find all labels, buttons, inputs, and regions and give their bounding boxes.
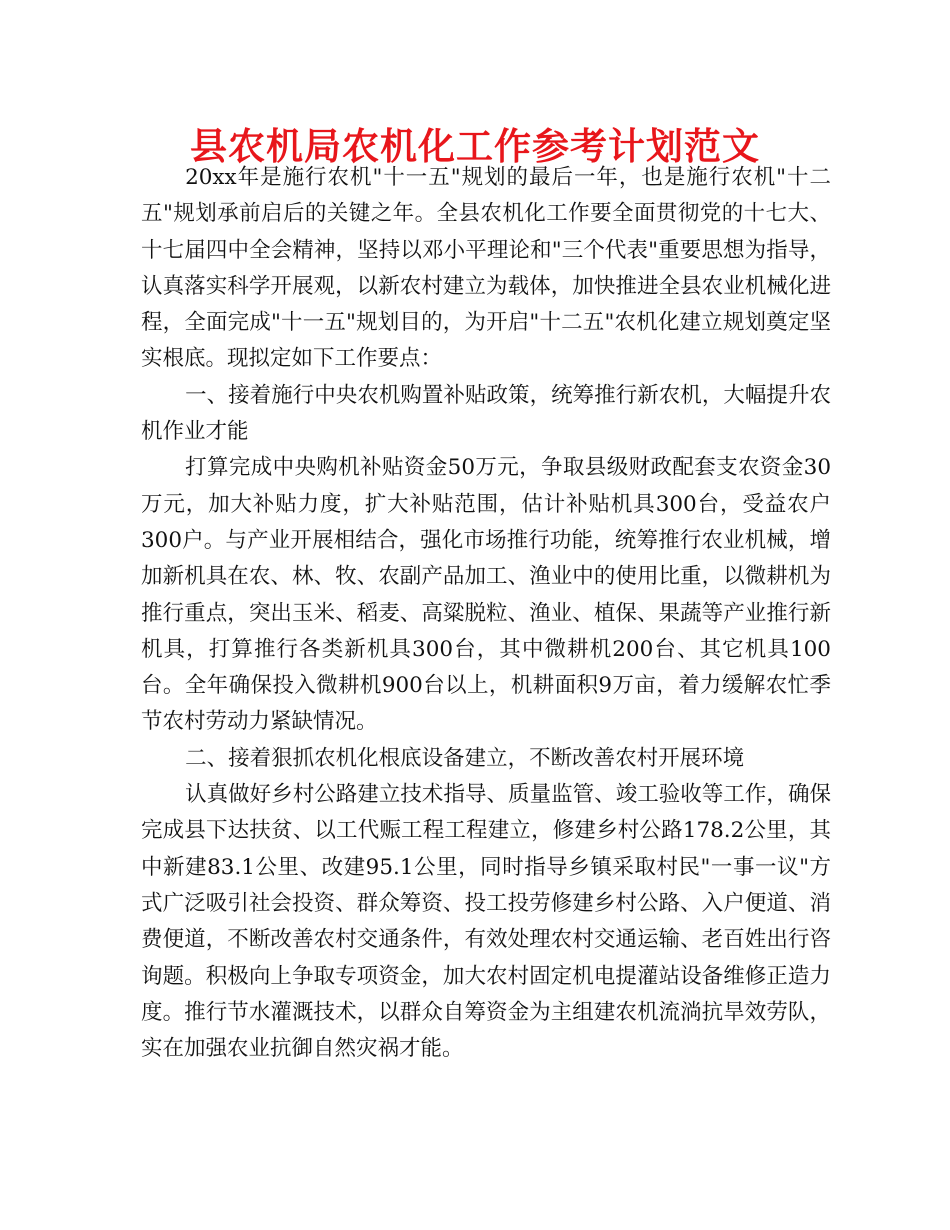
- document-body: [141, 160, 831, 1067]
- paragraph-section-2: 认真做好乡村公路建立技术指导、质量监管、竣工验收等工作，确保完成县下达扶贫、以工代赈工程工程建立，修建乡村公路178.2公里，其中新建83.1公里、改建95.1公里，同时指导乡镇采取村民"一事一议"方式广泛吸引社会投资、群众筹资、投工投劳修建乡村公路、入户便道、消费便道，不断改善农村交通条件，有效处理农村交通运输、老百姓出行咨询题。积极向上争取专项资金，加大农村固定机电提灌站设备维修正造力度。推行节水灌溉技术，以群众自筹资金为主组建农机流淌抗旱效劳队，实在加强农业抗御自然灾祸才能。: [141, 782, 831, 1062]
- paragraph-intro: 20xx年是施行农机"十一五"规划的最后一年，也是施行农机"十二五"规划承前启后的关键之年。全县农机化工作要全面贯彻党的十七大、十七届四中全会精神，坚持以邓小平理论和"三个代表"重要思想为指导，认真落实科学开展观，以新农村建立为载体，加快推进全县农业机械化进程，全面完成"十一五"规划目的，为开启"十二五"农机化建立规划奠定坚实根底。现拟定如下工作要点：: [141, 165, 831, 372]
- document-title: 县农机局农机化工作参考计划范文: [190, 125, 760, 168]
- section-heading-1: 一、接着施行中央农机购置补贴政策，统筹推行新农机，大幅提升农机作业才能: [141, 382, 831, 445]
- paragraph-section-1: 打算完成中央购机补贴资金50万元，争取县级财政配套支农资金30万元，加大补贴力度，扩大补贴范围，估计补贴机具300台，受益农户300户。与产业开展相结合，强化市场推行功能，统筹推行农业机械，增加新机具在农、林、牧、农副产品加工、渔业中的使用比重，以微耕机为推行重点，突出玉米、稻麦、高粱脱粒、渔业、植保、果蔬等产业推行新机具，打算推行各类新机具300台，其中微耕机200台、其它机具100台。全年确保投入微耕机900台以上，机耕面积9万亩，着力缓解农忙季节农村劳动力紧缺情况。: [141, 455, 831, 735]
- section-heading-2: 二、接着狠抓农机化根底设备建立，不断改善农村开展环境: [185, 745, 745, 771]
